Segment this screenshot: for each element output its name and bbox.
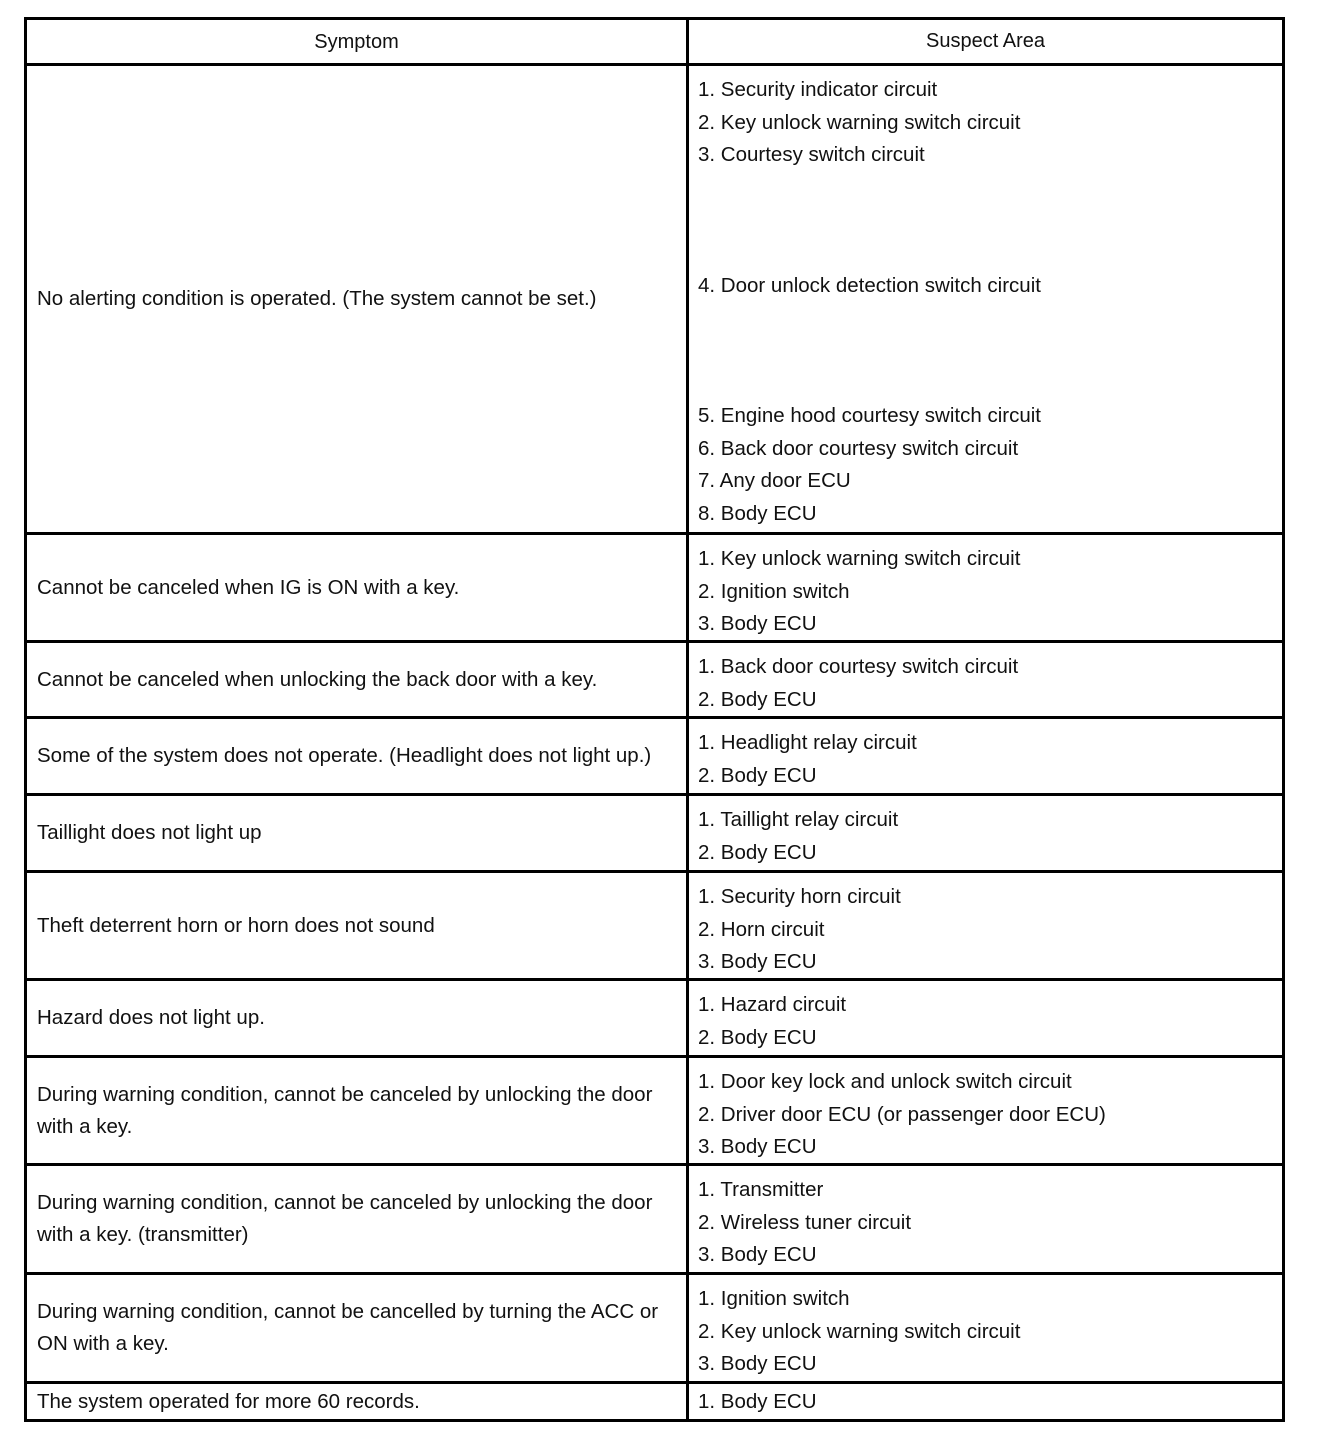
table-row xyxy=(27,716,1282,793)
suspect-item: 1. Taillight relay circuit xyxy=(698,808,899,831)
suspect-cell xyxy=(689,1058,1282,1163)
suspect-item: 3. Body ECU xyxy=(698,612,817,635)
suspect-cell xyxy=(689,1166,1282,1272)
suspect-item: 3. Body ECU xyxy=(698,1135,817,1158)
table-row xyxy=(27,978,1282,1055)
suspect-item: 1. Back door courtesy switch circuit xyxy=(698,655,1019,678)
table-row xyxy=(27,640,1282,716)
table-row xyxy=(27,870,1282,978)
symptom-cell: Hazard does not light up. xyxy=(27,981,689,1055)
table-row xyxy=(27,532,1282,640)
suspect-cell xyxy=(689,981,1282,1055)
symptom-cell: Cannot be canceled when unlocking the back door with a key. xyxy=(27,643,689,716)
table-row xyxy=(27,1272,1282,1381)
suspect-item: 7. Any door ECU xyxy=(698,469,851,492)
suspect-item: 2. Body ECU xyxy=(698,763,817,787)
suspect-item: 2. Body ECU xyxy=(698,687,817,711)
suspect-item: 4. Door unlock detection switch circuit xyxy=(698,273,1041,297)
suspect-item: 2. Key unlock warning switch circuit xyxy=(698,1319,1021,1343)
table-row xyxy=(27,1381,1282,1419)
table-row xyxy=(27,1055,1282,1163)
suspect-item: 6. Back door courtesy switch circuit xyxy=(698,436,1019,460)
suspect-cell xyxy=(689,719,1282,793)
suspect-item: 1. Ignition switch xyxy=(698,1287,850,1310)
suspect-cell xyxy=(689,66,1282,532)
table-row xyxy=(27,793,1282,870)
suspect-item: 1. Transmitter xyxy=(698,1178,824,1201)
header-symptom: Symptom xyxy=(27,20,689,63)
suspect-item: 2. Wireless tuner circuit xyxy=(698,1210,912,1234)
suspect-item: 1. Door key lock and unlock switch circuit xyxy=(698,1070,1072,1093)
suspect-item: 2. Driver door ECU (or passenger door ECU) xyxy=(698,1102,1106,1126)
suspect-area-table xyxy=(24,17,1285,1422)
symptom-cell: No alerting condition is operated. (The system cannot be set.) xyxy=(27,66,689,532)
suspect-cell xyxy=(689,535,1282,640)
suspect-cell xyxy=(689,796,1282,870)
suspect-item: 2. Body ECU xyxy=(698,840,817,864)
suspect-item: 1. Hazard circuit xyxy=(698,993,847,1016)
symptom-cell: The system operated for more 60 records. xyxy=(27,1384,689,1419)
suspect-item: 2. Horn circuit xyxy=(698,917,825,941)
header-suspect-area: Suspect Area xyxy=(926,30,1045,53)
symptom-cell: Taillight does not light up xyxy=(27,796,689,870)
suspect-item: 3. Body ECU xyxy=(698,1352,817,1375)
suspect-item: 1. Body ECU xyxy=(698,1390,817,1413)
suspect-item: 3. Courtesy switch circuit xyxy=(698,143,925,166)
symptom-cell: Some of the system does not operate. (Headlight does not light up.) xyxy=(27,719,689,793)
table-header-row xyxy=(27,20,1282,63)
table-row xyxy=(27,63,1282,532)
suspect-item: 2. Ignition switch xyxy=(698,579,850,603)
suspect-item: 1. Security horn circuit xyxy=(698,885,901,908)
symptom-cell: During warning condition, cannot be cancelled by turning the ACC or ON with a key. xyxy=(27,1275,689,1381)
suspect-cell xyxy=(689,873,1282,978)
suspect-item: 1. Security indicator circuit xyxy=(698,78,938,101)
suspect-cell xyxy=(689,1275,1282,1381)
suspect-item: 1. Headlight relay circuit xyxy=(698,731,917,754)
suspect-item: 1. Key unlock warning switch circuit xyxy=(698,547,1021,570)
suspect-item: 8. Body ECU xyxy=(698,501,817,525)
symptom-cell: Cannot be canceled when IG is ON with a key. xyxy=(27,535,689,640)
suspect-cell xyxy=(689,643,1282,716)
symptom-cell: During warning condition, cannot be canceled by unlocking the door with a key. (transmitter) xyxy=(27,1166,689,1272)
suspect-item: 3. Body ECU xyxy=(698,1243,817,1266)
suspect-item: 2. Body ECU xyxy=(698,1025,817,1049)
suspect-item: 3. Body ECU xyxy=(698,950,817,973)
symptom-cell: During warning condition, cannot be canceled by unlocking the door with a key. xyxy=(27,1058,689,1163)
table-row xyxy=(27,1163,1282,1272)
symptom-cell: Theft deterrent horn or horn does not sound xyxy=(27,873,689,978)
suspect-item: 5. Engine hood courtesy switch circuit xyxy=(698,404,1041,427)
suspect-cell xyxy=(689,1384,1282,1419)
suspect-item: 2. Key unlock warning switch circuit xyxy=(698,110,1021,134)
